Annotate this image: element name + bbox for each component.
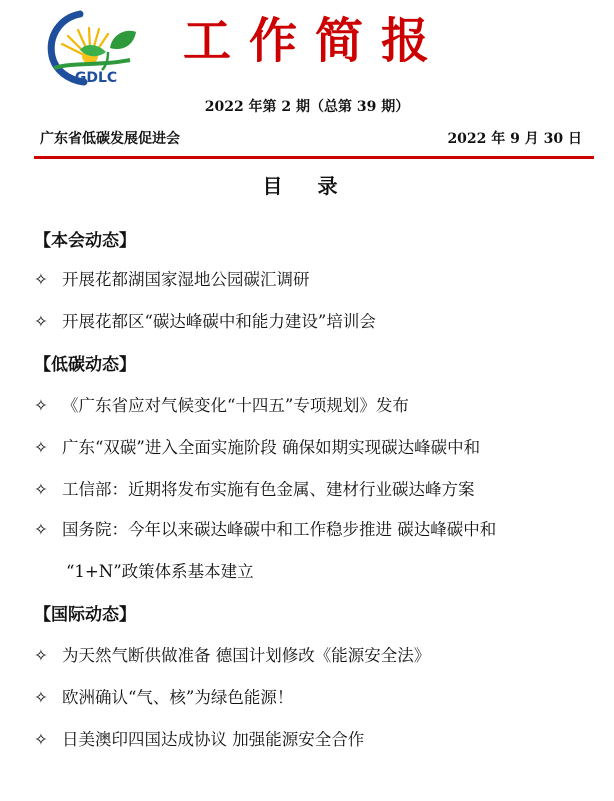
toc-item-text: 广东“双碳”进入全面实施阶段 确保如期实现碳达峰碳中和 bbox=[62, 438, 481, 457]
diamond-bullet-icon: ✧ bbox=[34, 396, 48, 415]
toc-item-text: 《广东省应对气候变化“十四五”专项规划》发布 bbox=[62, 396, 409, 415]
header-divider bbox=[34, 156, 594, 159]
toc-item-continuation[interactable]: “1+N”政策体系基本建立 bbox=[66, 562, 254, 581]
toc-title: 目 录 bbox=[262, 174, 352, 198]
toc-item-text: 国务院：今年以来碳达峰碳中和工作稳步推进 碳达峰碳中和 bbox=[62, 520, 497, 539]
logo-text: GDLC bbox=[74, 70, 118, 86]
toc-item[interactable] bbox=[34, 434, 480, 458]
diamond-bullet-icon: ✧ bbox=[34, 520, 48, 539]
section-heading-international: 【国际动态】 bbox=[34, 605, 136, 625]
toc-item-text: 开展花都区“碳达峰碳中和能力建设”培训会 bbox=[62, 312, 376, 331]
section-heading-low-carbon: 【低碳动态】 bbox=[34, 355, 136, 375]
diamond-bullet-icon: ✧ bbox=[34, 688, 48, 707]
publish-date: 2022 年 9 月 30 日 bbox=[447, 131, 582, 147]
diamond-bullet-icon: ✧ bbox=[34, 438, 48, 457]
toc-item[interactable] bbox=[34, 726, 364, 750]
diamond-bullet-icon: ✧ bbox=[34, 312, 48, 331]
document-title: 工作简报 bbox=[182, 13, 447, 69]
diamond-bullet-icon: ✧ bbox=[34, 270, 48, 289]
gdlc-logo bbox=[40, 8, 150, 90]
diamond-bullet-icon: ✧ bbox=[34, 480, 48, 499]
section-heading-association: 【本会动态】 bbox=[34, 231, 136, 251]
diamond-bullet-icon: ✧ bbox=[34, 730, 48, 749]
toc-item-text: 工信部：近期将发布实施有色金属、建材行业碳达峰方案 bbox=[62, 480, 475, 499]
toc-item-text: 为天然气断供做准备 德国计划修改《能源安全法》 bbox=[62, 646, 431, 665]
toc-item[interactable] bbox=[34, 642, 430, 666]
diamond-bullet-icon: ✧ bbox=[34, 646, 48, 665]
organization-name: 广东省低碳发展促进会 bbox=[40, 131, 180, 147]
issue-number: 2022 年第 2 期（总第 39 期） bbox=[204, 99, 410, 115]
toc-item[interactable] bbox=[34, 266, 310, 290]
toc-item-text: 欧洲确认“气、核”为绿色能源！ bbox=[62, 688, 294, 707]
toc-item-text: 开展花都湖国家湿地公园碳汇调研 bbox=[62, 270, 310, 289]
toc-item[interactable] bbox=[34, 476, 475, 500]
toc-item[interactable] bbox=[34, 308, 376, 332]
toc-item[interactable] bbox=[34, 684, 293, 708]
toc-item[interactable] bbox=[34, 516, 496, 540]
toc-item[interactable] bbox=[34, 392, 409, 416]
toc-item-text: 日美澳印四国达成协议 加强能源安全合作 bbox=[62, 730, 365, 749]
